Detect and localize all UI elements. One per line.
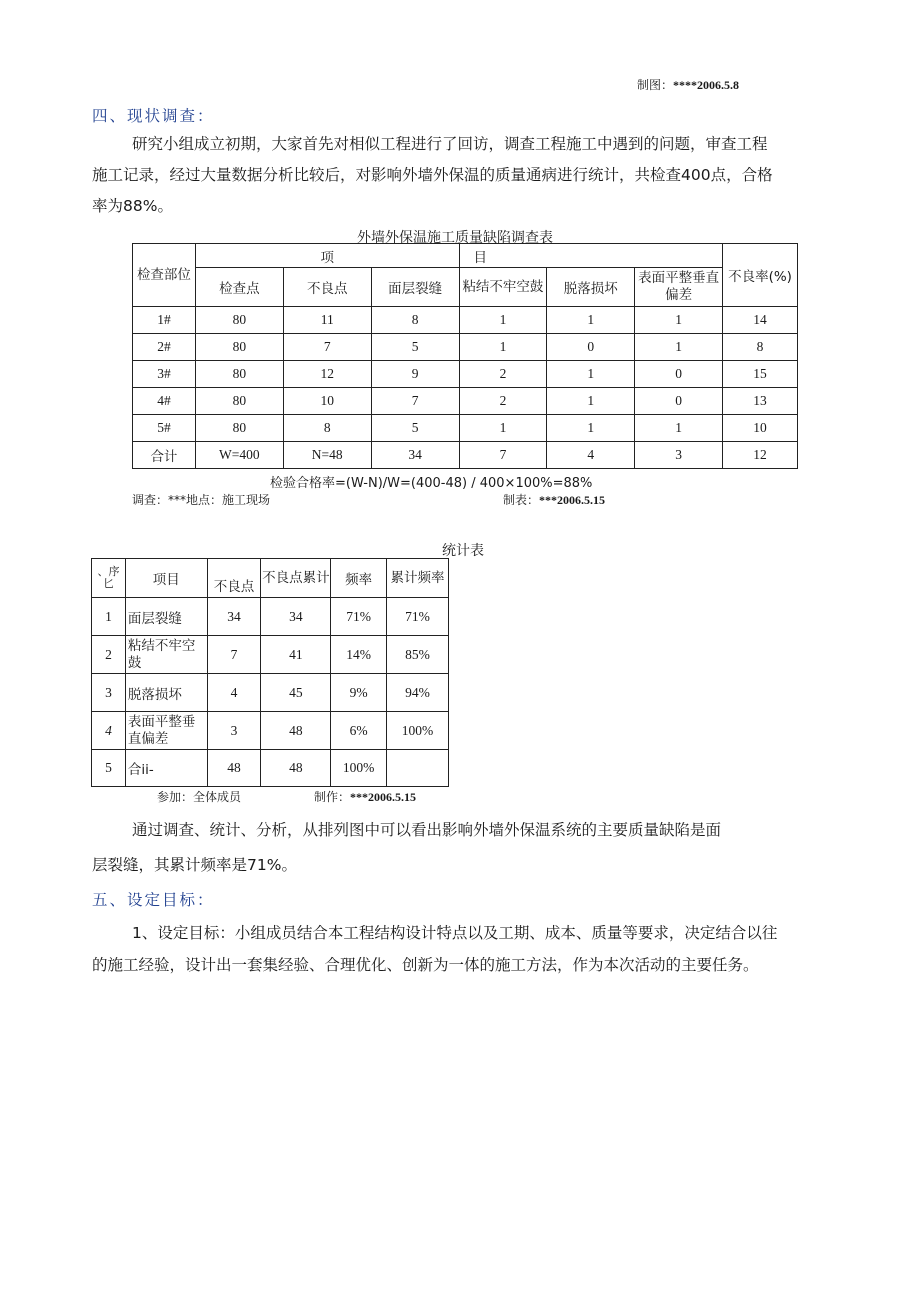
table-row <box>133 415 798 442</box>
section5-line2: 的施工经验，设计出一套集经验、合理优化、创新为一体的施工方法，作为本次活动的主要任务。 <box>92 956 759 974</box>
col-header: 不良点 <box>207 559 261 598</box>
maker-credit <box>637 76 739 93</box>
table-row <box>133 388 798 415</box>
col-header: 检查点 <box>195 268 283 307</box>
table-cell: 71% <box>331 598 387 636</box>
col-header: 累计频率 <box>387 559 449 598</box>
table-cell: 48 <box>261 712 331 750</box>
table-cell: 7 <box>459 442 547 469</box>
table-cell: 5# <box>133 415 196 442</box>
col-header: 面层裂缝 <box>371 268 459 307</box>
table-cell: 80 <box>195 361 283 388</box>
table-cell: 3 <box>635 442 723 469</box>
table-total-row <box>92 750 449 787</box>
table-cell: 85% <box>387 636 449 674</box>
header-rate: 不良率(%) <box>723 244 798 307</box>
header-items-b: 目 <box>459 244 723 268</box>
table-cell: W=400 <box>195 442 283 469</box>
table-cell: 1 <box>459 334 547 361</box>
col-header: 不良点 <box>283 268 371 307</box>
table-cell: 48 <box>261 750 331 787</box>
table-cell: 4# <box>133 388 196 415</box>
table-cell: 9 <box>371 361 459 388</box>
table-total-row <box>133 442 798 469</box>
table2-title: 统计表 <box>442 543 484 559</box>
table-cell: 80 <box>195 388 283 415</box>
section5-line1: 1、设定目标：小组成员结合本工程结构设计特点以及工期、成本、质量等要求，决定结合以往 <box>132 924 778 942</box>
section4-heading: 四、现状调查： <box>92 107 215 125</box>
table-cell: 1 <box>635 334 723 361</box>
table-cell: 7 <box>371 388 459 415</box>
col-header: 脱落损坏 <box>547 268 635 307</box>
col-header: 不良点累计 <box>261 559 331 598</box>
table-cell: 1 <box>459 307 547 334</box>
table-cell: 5 <box>371 415 459 442</box>
table-cell: 合ii- <box>125 750 207 787</box>
table2-footer-prefix: 制作： <box>314 790 351 804</box>
table-cell: 1 <box>635 307 723 334</box>
table-cell: 15 <box>723 361 798 388</box>
table-cell: 6% <box>331 712 387 750</box>
table-cell: 2 <box>92 636 126 674</box>
table-cell: 11 <box>283 307 371 334</box>
table-cell: 4 <box>92 712 126 750</box>
header-items-a: 项 <box>195 244 459 268</box>
table-cell: 14% <box>331 636 387 674</box>
table-cell: 3# <box>133 361 196 388</box>
table-cell <box>387 750 449 787</box>
table-cell: 1# <box>133 307 196 334</box>
table-cell: 100% <box>331 750 387 787</box>
table-row <box>92 636 449 674</box>
statistics-table <box>91 558 449 787</box>
table-row <box>133 334 798 361</box>
table-cell: 合计 <box>133 442 196 469</box>
table-cell: 34 <box>261 598 331 636</box>
table-cell: 1 <box>92 598 126 636</box>
table-row <box>92 712 449 750</box>
col-header: 频率 <box>331 559 387 598</box>
table-cell: N=48 <box>283 442 371 469</box>
table-cell: 1 <box>635 415 723 442</box>
table2-footer-right <box>314 788 416 805</box>
table-row <box>92 598 449 636</box>
table-cell: 80 <box>195 415 283 442</box>
table-cell: 5 <box>92 750 126 787</box>
table-cell: 2 <box>459 388 547 415</box>
table-cell: 10 <box>723 415 798 442</box>
table1-title: 外墙外保温施工质量缺陷调查表 <box>357 230 553 246</box>
table-cell: 1 <box>547 415 635 442</box>
table-cell: 8 <box>723 334 798 361</box>
table-cell: 面层裂缝 <box>125 598 207 636</box>
col-header: 粘结不牢空鼓 <box>459 268 547 307</box>
table-cell: 粘结不牢空鼓 <box>125 636 207 674</box>
table1-footer-date: ***2006.5.15 <box>539 493 606 507</box>
defect-survey-table <box>132 243 798 469</box>
table-cell: 71% <box>387 598 449 636</box>
table-cell: 7 <box>283 334 371 361</box>
table-cell: 0 <box>635 361 723 388</box>
table-cell: 0 <box>635 388 723 415</box>
table1-footer-prefix: 制表： <box>503 493 540 507</box>
table-cell: 12 <box>723 442 798 469</box>
col-header-index: 、序匕 <box>92 559 126 598</box>
table-row <box>133 361 798 388</box>
table-cell: 7 <box>207 636 261 674</box>
table-cell: 48 <box>207 750 261 787</box>
table-cell: 2# <box>133 334 196 361</box>
section4-line2: 施工记录，经过大量数据分析比较后，对影响外墙外保温的质量通病进行统计，共检查400点，合格 <box>92 166 773 184</box>
pass-rate-formula: 检验合格率=(W-N)/W=(400-48) / 400×100%=88% <box>270 476 593 491</box>
table-cell: 12 <box>283 361 371 388</box>
table-cell: 34 <box>371 442 459 469</box>
table-row <box>92 674 449 712</box>
table-row <box>133 307 798 334</box>
table-cell: 94% <box>387 674 449 712</box>
table-cell: 表面平整垂直偏差 <box>125 712 207 750</box>
section4-line3: 率为88%。 <box>92 197 173 215</box>
table1-footer-left: 调查：***地点：施工现场 <box>132 493 271 507</box>
table-cell: 10 <box>283 388 371 415</box>
table-cell: 13 <box>723 388 798 415</box>
table-cell: 2 <box>459 361 547 388</box>
table-cell: 8 <box>371 307 459 334</box>
header-location: 检查部位 <box>133 244 196 307</box>
analysis-line1: 通过调查、统计、分析，从排列图中可以看出影响外墙外保温系统的主要质量缺陷是面 <box>132 821 722 839</box>
table-cell: 1 <box>547 388 635 415</box>
table1-footer-right <box>503 491 605 508</box>
table-cell: 5 <box>371 334 459 361</box>
maker-date: ****2006.5.8 <box>673 78 740 92</box>
section5-heading: 五、设定目标： <box>92 891 215 909</box>
table-cell: 45 <box>261 674 331 712</box>
table-cell: 0 <box>547 334 635 361</box>
table-cell: 1 <box>547 307 635 334</box>
analysis-line2: 层裂缝，其累计频率是71%。 <box>92 856 297 874</box>
table-cell: 3 <box>207 712 261 750</box>
table-cell: 3 <box>92 674 126 712</box>
table-cell: 14 <box>723 307 798 334</box>
table2-footer-left: 参加：全体成员 <box>157 790 242 804</box>
table-cell: 4 <box>547 442 635 469</box>
col-header: 表面平整垂直偏差 <box>635 268 723 307</box>
table-cell: 80 <box>195 334 283 361</box>
table-cell: 80 <box>195 307 283 334</box>
table-cell: 8 <box>283 415 371 442</box>
table-cell: 41 <box>261 636 331 674</box>
maker-prefix: 制图： <box>637 78 674 92</box>
table-cell: 1 <box>547 361 635 388</box>
table-cell: 100% <box>387 712 449 750</box>
table-cell: 34 <box>207 598 261 636</box>
table-cell: 1 <box>459 415 547 442</box>
table-cell: 4 <box>207 674 261 712</box>
table2-footer-date: ***2006.5.15 <box>350 790 417 804</box>
table-cell: 9% <box>331 674 387 712</box>
col-header: 项目 <box>125 559 207 598</box>
section4-line1: 研究小组成立初期，大家首先对相似工程进行了回访，调查工程施工中遇到的问题，审查工程 <box>132 135 768 153</box>
table-cell: 脱落损坏 <box>125 674 207 712</box>
